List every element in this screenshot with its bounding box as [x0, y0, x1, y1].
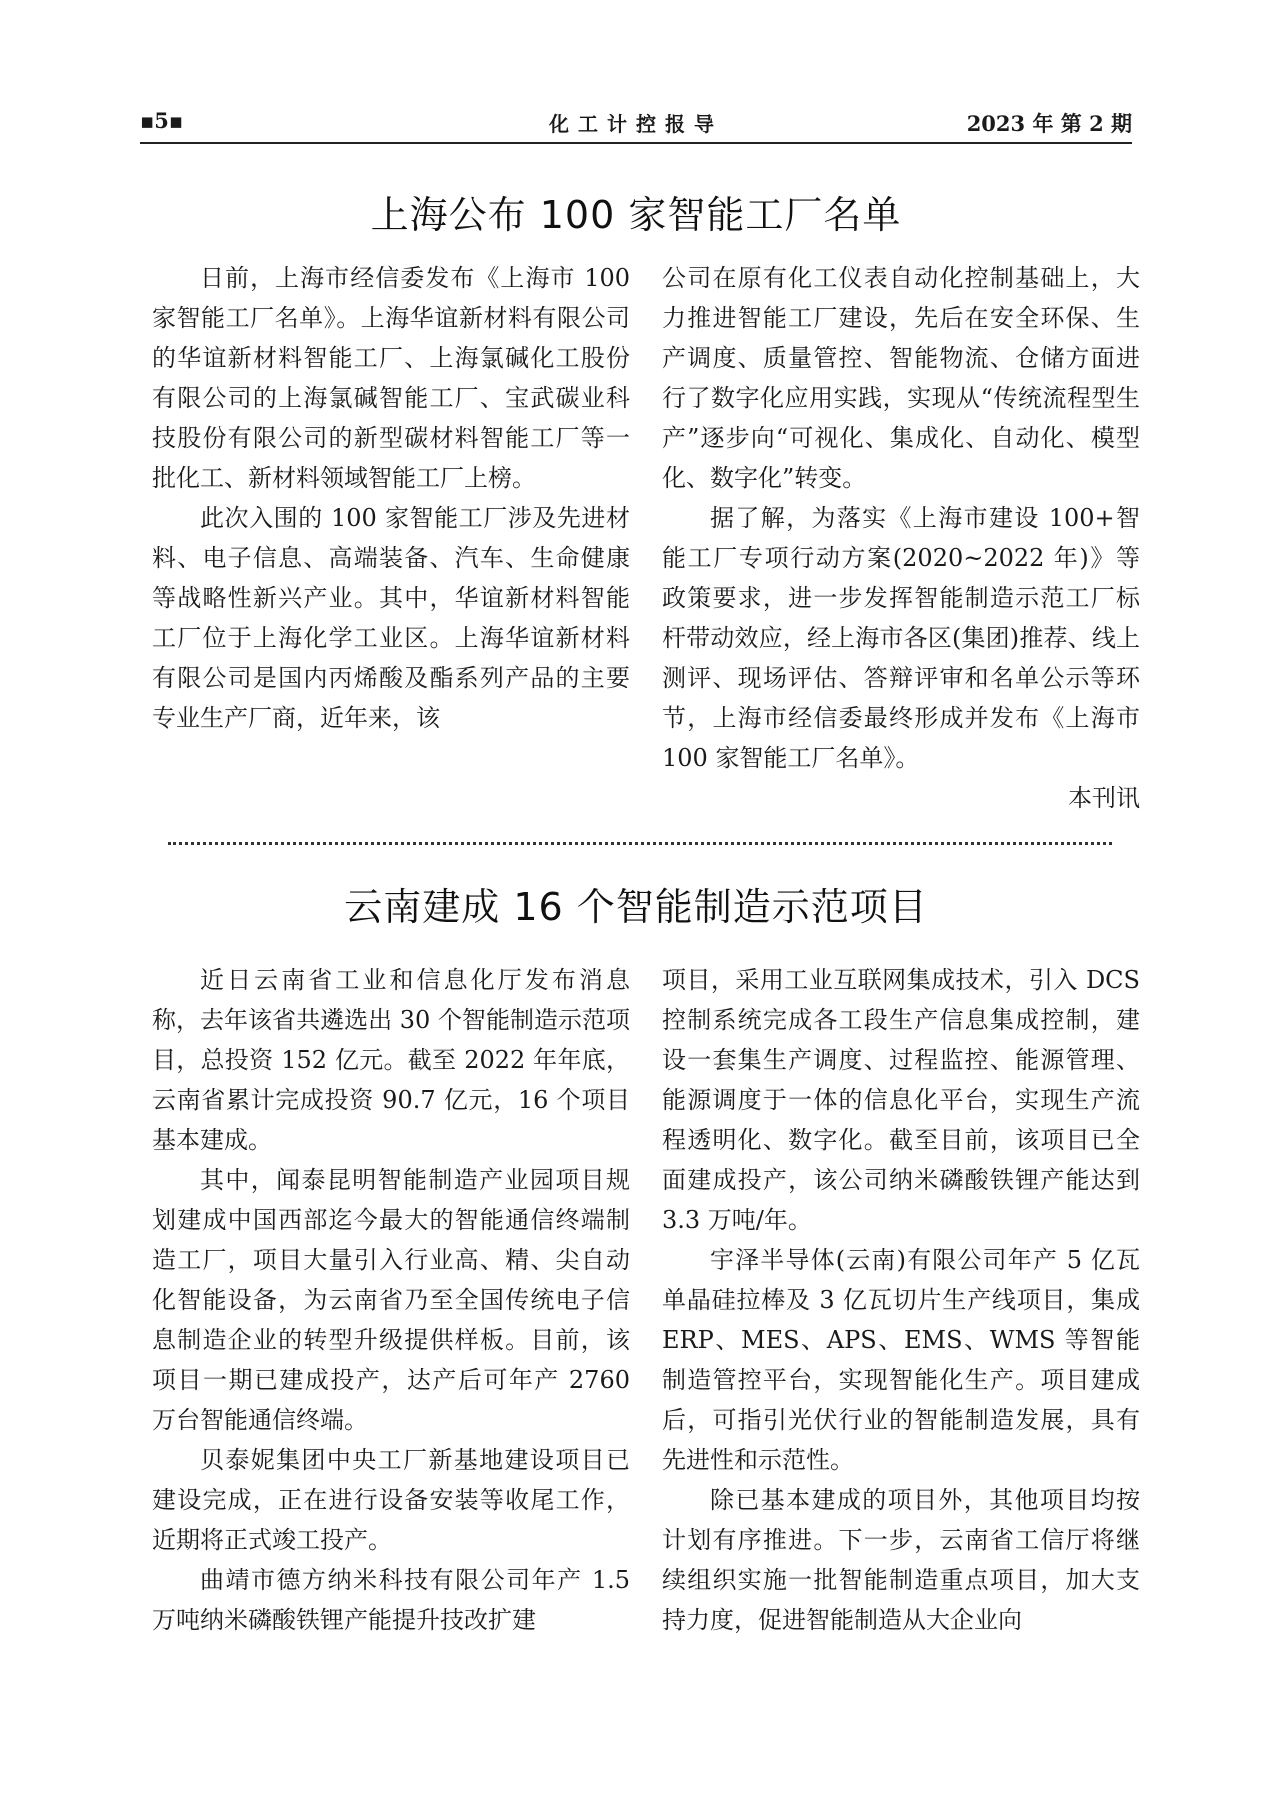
issue-label: 2023 年 第 2 期 — [966, 111, 1132, 136]
paragraph: 曲靖市德方纳米科技有限公司年产 1.5 万吨纳米磷酸铁锂产能提升技改扩建 — [152, 1566, 630, 1634]
paragraph: 公司在原有化工仪表自动化控制基础上，大力推进智能工厂建设，先后在安全环保、生产调度、质量管控、智能物流、仓储方面进行了数字化应用实践，实现从“传统流程型生产”逐步向“可视化、集成化、自动化、模型化、数字化”转变。 — [662, 264, 1140, 492]
article-2-title: 云南建成 16 个智能制造示范项目 — [344, 885, 928, 929]
paragraph: 其中，闻泰昆明智能制造产业园项目规划建成中国西部迄今最大的智能通信终端制造工厂，项目大量引入行业高、精、尖自动化智能设备，为云南省乃至全国传统电子信息制造企业的转型升级提供样板。目前，该项目一期已建成投产，达产后可年产 2760 万台智能通信终端。 — [152, 1166, 630, 1434]
article-1-title: 上海公布 100 家智能工厂名单 — [370, 193, 902, 237]
paragraph: 项目，采用工业互联网集成技术，引入 DCS 控制系统完成各工段生产信息集成控制，建设一套集生产调度、过程监控、能源管理、能源调度于一体的信息化平台，实现生产流程透明化、数字化。截至目前，该项目已全面建成投产，该公司纳米磷酸铁锂产能达到 3.3 万吨/年。 — [662, 966, 1140, 1234]
article-source: 本刊讯 — [1068, 784, 1140, 812]
article-2-right-column — [662, 960, 1140, 1640]
paragraph: 贝泰妮集团中央工厂新基地建设项目已建设完成，正在进行设备安装等收尾工作，近期将正式竣工投产。 — [152, 1446, 630, 1554]
dotted-divider — [168, 842, 1112, 845]
paragraph: 宇泽半导体(云南)有限公司年产 5 亿瓦单晶硅拉棒及 3 亿瓦切片生产线项目，集成 ERP、MES、APS、EMS、WMS 等智能制造管控平台，实现智能化生产。项目建成后，可指引光伏行业的智能制造发展，具有先进性和示范性。 — [662, 1246, 1140, 1474]
page-number: ▪5▪ — [140, 108, 184, 133]
article-1-right-column — [662, 258, 1140, 818]
paragraph: 此次入围的 100 家智能工厂涉及先进材料、电子信息、高端装备、汽车、生命健康等战略性新兴产业。其中，华谊新材料智能工厂位于上海化学工业区。上海华谊新材料有限公司是国内丙烯酸及酯系列产品的主要专业生产厂商，近年来，该 — [152, 504, 630, 732]
article-2-left-column — [152, 960, 630, 1640]
paragraph: 日前，上海市经信委发布《上海市 100 家智能工厂名单》。上海华谊新材料有限公司的华谊新材料智能工厂、上海氯碱化工股份有限公司的上海氯碱智能工厂、宝武碳业科技股份有限公司的新型碳材料智能工厂等一批化工、新材料领域智能工厂上榜。 — [152, 264, 630, 492]
article-1-left-column — [152, 258, 630, 738]
running-header — [140, 108, 1132, 144]
paragraph: 除已基本建成的项目外，其他项目均按计划有序推进。下一步，云南省工信厅将继续组织实施一批智能制造重点项目，加大支持力度，促进智能制造从大企业向 — [662, 1486, 1140, 1634]
paragraph: 据了解，为落实《上海市建设 100+智能工厂专项行动方案(2020~2022 年)》等政策要求，进一步发挥智能制造示范工厂标杆带动效应，经上海市各区(集团)推荐、线上测评、现场评估、答辩评审和名单公示等环节，上海市经信委最终形成并发布《上海市 100 家智能工厂名单》。 — [662, 504, 1140, 772]
journal-name: 化工计控报导 — [549, 112, 723, 136]
paragraph: 近日云南省工业和信息化厅发布消息称，去年该省共遴选出 30 个智能制造示范项目，总投资 152 亿元。截至 2022 年年底，云南省累计完成投资 90.7 亿元，16 个项目基本建成。 — [152, 966, 630, 1154]
